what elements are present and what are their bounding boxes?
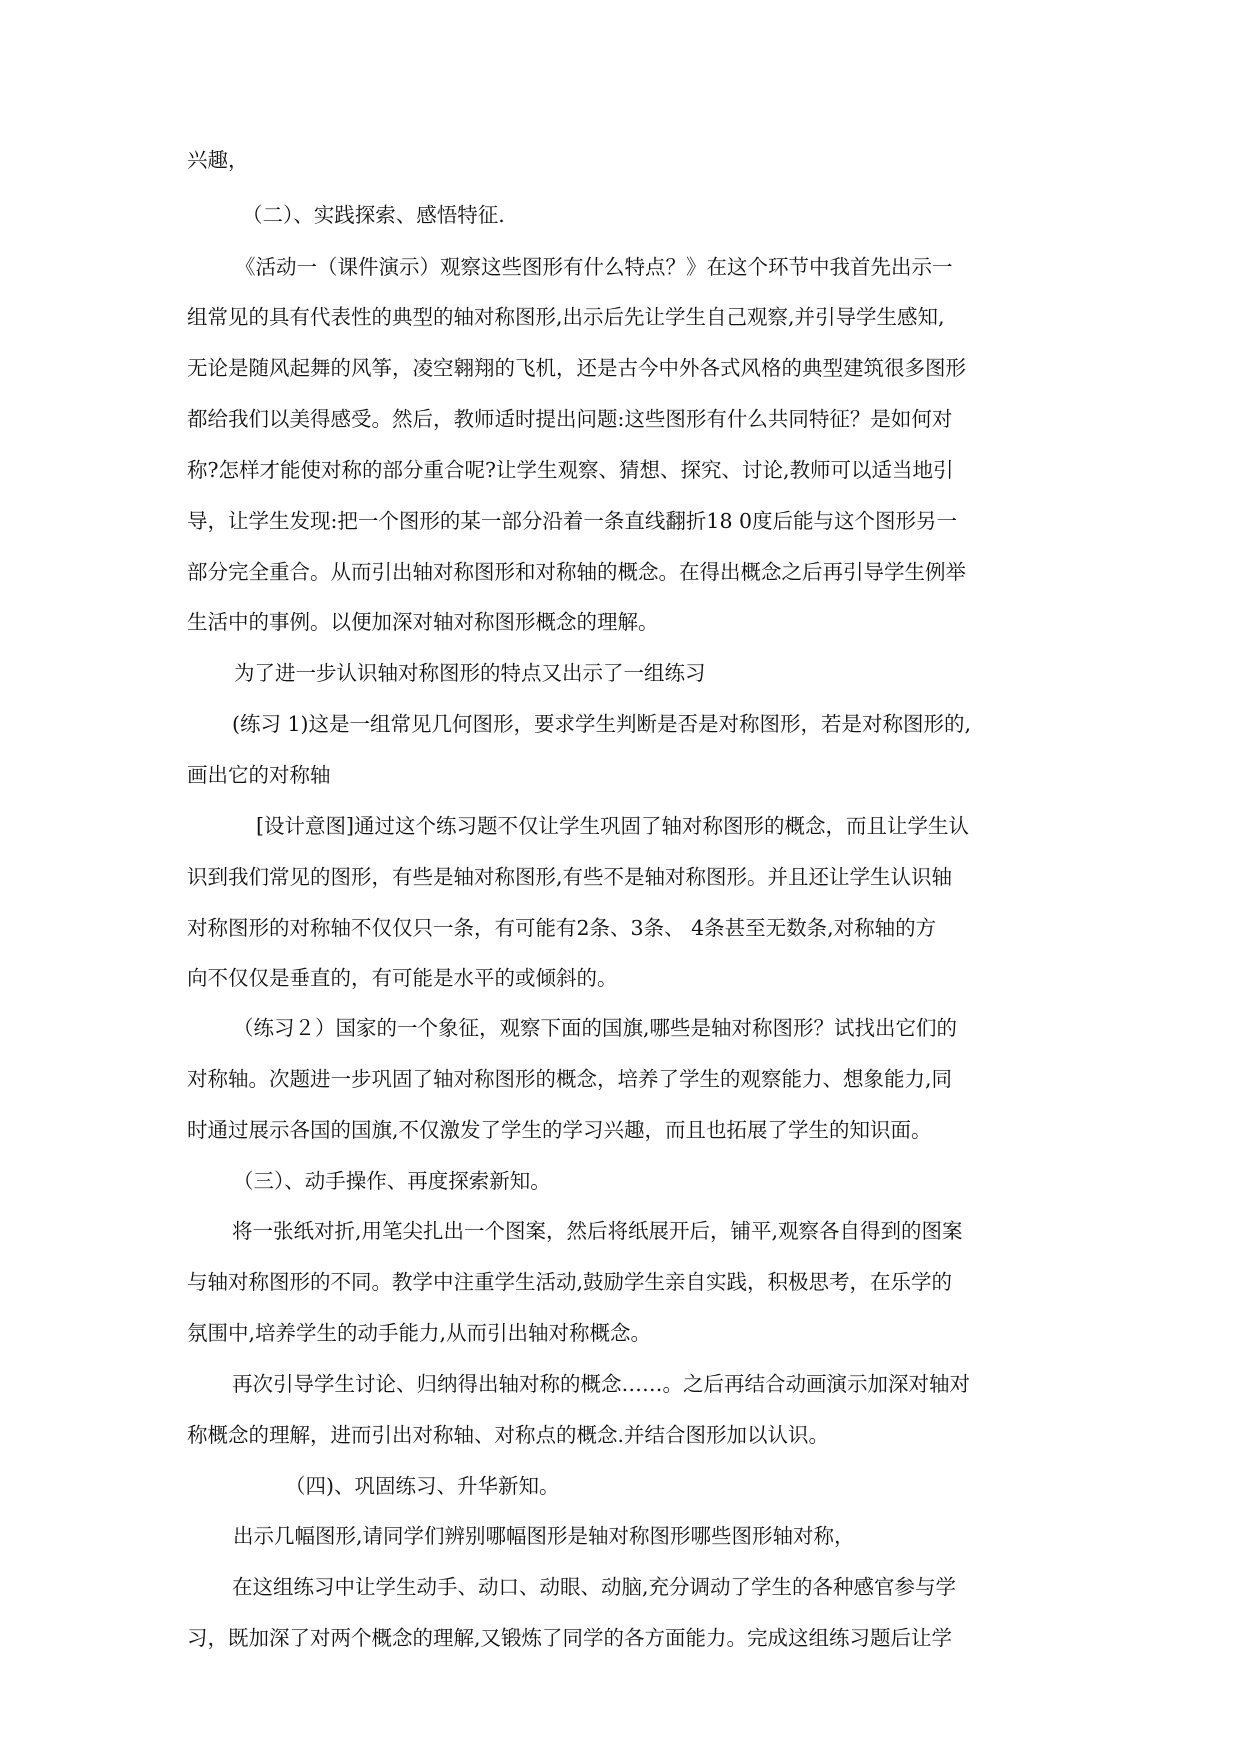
- text-line: 称?怎样才能使对称的部分重合呢?让学生观察、猜想、探究、讨论,教师可以适当地引: [187, 458, 954, 482]
- text-line: 在这组练习中让学生动手、动口、动眼、动脑,充分调动了学生的各种感官参与学: [232, 1575, 957, 1599]
- text-line: 导，让学生发现:把一个图形的某一部分沿着一条直线翻折18 0度后能与这个图形另一: [187, 509, 958, 533]
- text-line: 与轴对称图形的不同。教学中注重学生活动,鼓励学生亲自实践，积极思考，在乐学的: [187, 1270, 953, 1294]
- text-line: 称概念的理解，进而引出对称轴、对称点的概念.并结合图形加以认识。: [187, 1423, 830, 1447]
- text-line: 无论是随风起舞的风筝，凌空翱翔的飞机，还是古今中外各式风格的典型建筑很多图形: [187, 356, 966, 380]
- text-line: 习，既加深了对两个概念的理解,又锻炼了同学的各方面能力。完成这组练习题后让学: [187, 1626, 953, 1650]
- text-line: (练习 1)这是一组常见几何图形，要求学生判断是否是对称图形，若是对称图形的,: [232, 712, 972, 736]
- section-heading: （二）、实践探索、感悟特征.: [242, 203, 505, 227]
- text-line: 向不仅仅是垂直的，有可能是水平的或倾斜的。: [187, 966, 618, 990]
- section-heading: （四)、巩固练习、升华新知。: [285, 1474, 560, 1498]
- text-line: 组常见的具有代表性的典型的轴对称图形,出示后先让学生自己观察,并引导学生感知,: [187, 305, 945, 329]
- text-line: 氛围中,培养学生的动手能力,从而引出轴对称概念。: [187, 1321, 652, 1345]
- text-line: 将一张纸对折,用笔尖扎出一个图案，然后将纸展开后，铺平,观察各自得到的图案: [232, 1219, 963, 1243]
- text-line: 部分完全重合。从而引出轴对称图形和对称轴的概念。在得出概念之后再引导学生例举: [187, 560, 966, 584]
- text-line: 再次引导学生讨论、归纳得出轴对称的概念……。之后再结合动画演示加深对轴对: [232, 1372, 970, 1396]
- text-line: 识到我们常见的图形，有些是轴对称图形,有些不是轴对称图形。并且还让学生认识轴: [187, 865, 953, 889]
- text-line: 都给我们以美得感受。然后，教师适时提出问题:这些图形有什么共同特征？是如何对: [187, 407, 953, 431]
- text-line: 生活中的事例。以便加深对轴对称图形概念的理解。: [187, 610, 659, 634]
- text-line: 时通过展示各国的国旗,不仅激发了学生的学习兴趣，而且也拓展了学生的知识面。: [187, 1118, 932, 1142]
- text-line: 出示几幅图形,请同学们辨别哪幅图形是轴对称图形哪些图形轴对称，: [233, 1524, 855, 1548]
- text-line: 对称图形的对称轴不仅仅只一条，有可能有2条、3条、 4条甚至无数条,对称轴的方: [187, 916, 937, 940]
- text-line: 画出它的对称轴: [187, 763, 331, 787]
- text-line: 为了进一步认识轴对称图形的特点又出示了一组练习: [234, 661, 706, 685]
- text-line: 对称轴。次题进一步巩固了轴对称图形的概念，培养了学生的观察能力、想象能力,同: [187, 1067, 953, 1091]
- section-heading: （三）、动手操作、再度探索新知。: [233, 1169, 551, 1193]
- text-line: [设计意图]通过这个练习题不仅让学生巩固了轴对称图形的概念，而且让学生认: [256, 814, 969, 838]
- text-line: 《活动一（课件演示）观察这些图形有什么特点？》在这个环节中我首先出示一: [235, 255, 953, 279]
- text-line: （练习２）国家的一个象征，观察下面的国旗,哪些是轴对称图形？试找出它们的: [233, 1016, 958, 1040]
- text-line: 兴趣，: [187, 148, 249, 172]
